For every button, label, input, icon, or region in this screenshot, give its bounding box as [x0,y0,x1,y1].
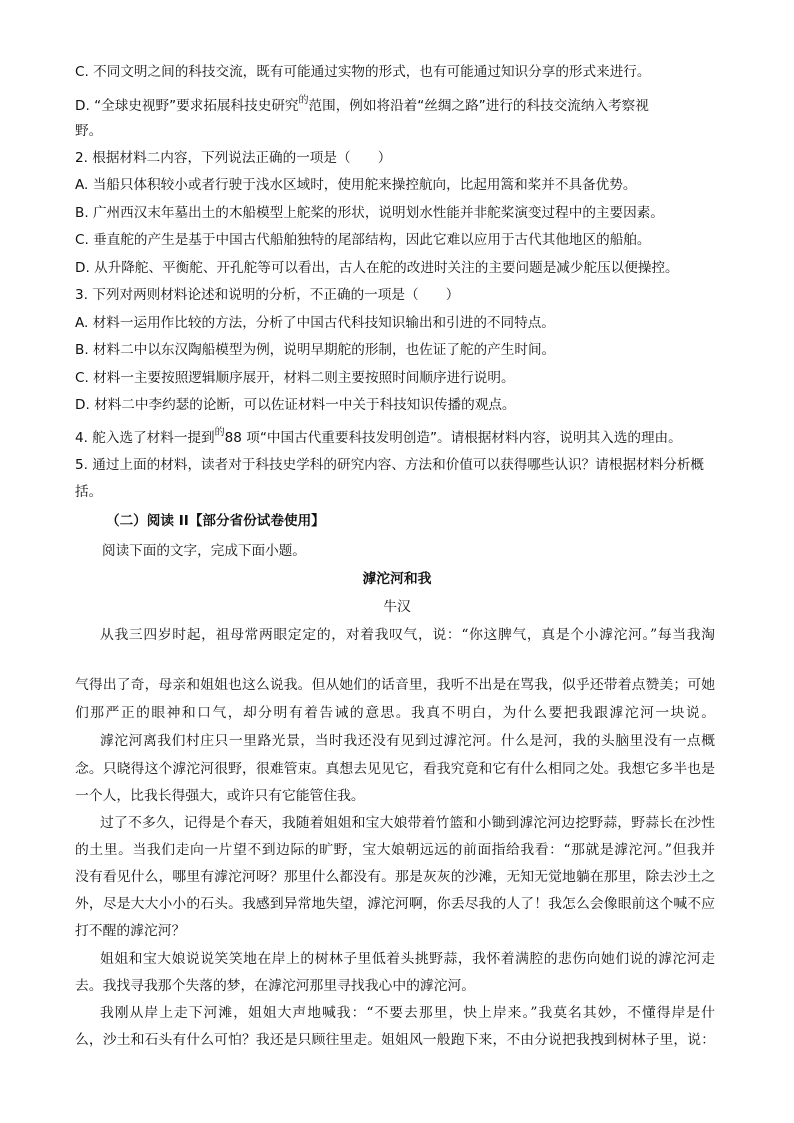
article-title: 滹沱河和我 [362,571,432,587]
article-line: 念。只晓得这个滹沱河很野，很难管束。真想去见见它，看我究竟和它有什么相同之处。我想它多半也是 [75,761,715,777]
question-3-option-b: B. 材料二中以东汉陶船模型为例，说明早期舵的形制，也佐证了舵的产生时间。 [75,342,556,358]
option-d-material1: D. “全球史视野”要求拓展科技史研究$^的$范围，例如将沿着“丝绸之路”进行的科技交流纳入考察视 [75,95,649,114]
article-line: 去。我找寻我那个失落的梦，在滹沱河那里寻找我心中的滹沱河。 [75,978,476,994]
article-line: 么，沙土和石头有什么可怕？我还是只顾往里走。姐姐风一般跑下来，不由分说把我拽到树林子里，说： [75,1032,715,1048]
section-heading: （二）阅读 II【部分省份试卷使用】 [106,513,325,529]
question-4: 4. 舵入选了材料一提到$^的$88 项“中国古代重要科技发明创造”。请根据材料内容，说明其入选的理由。 [75,427,682,446]
question-5-line-1: 5. 通过上面的材料，读者对于科技史学科的研究内容、方法和价值可以获得哪些认识？请根据材料分析概 [75,457,705,473]
article-line: 过了不多久，记得是个春天，我随着姐姐和宝大娘带着竹篮和小锄到滹沱河边挖野蒜，野蒜长在沙性 [100,815,715,831]
question-2-option-d: D. 从升降舵、平衡舵、开孔舵等可以看出，古人在舵的改进时关注的主要问题是减少舵压以便操控。 [75,260,679,276]
article-line: 从我三四岁时起，祖母常两眼定定的，对着我叹气，说：“你这脾气，真是个小滹沱河。”每当我淘 [100,627,715,643]
question-2-stem: 2. 根据材料二内容，下列说法正确的一项是（ ） [75,150,392,166]
article-line: 没有看见什么，哪里有滹沱河呀？那里什么都没有。那是灰灰的沙滩，无知无觉地躺在那里，除去沙土之 [75,869,715,885]
question-5-line-2: 括。 [75,484,103,500]
reading-instruction: 阅读下面的文字，完成下面小题。 [102,543,306,559]
question-2-option-b: B. 广州西汉末年墓出土的木船模型上舵桨的形状，说明划水性能并非舵桨演变过程中的主要因素。 [75,205,664,221]
question-3-option-c: C. 材料一主要按照逻辑顺序展开，材料二则主要按照时间顺序进行说明。 [75,370,515,386]
article-line: 们那严正的眼神和口气，却分明有着告诫的意思。我真不明白，为什么要把我跟滹沱河一块说。 [75,705,715,721]
article-line: 姐姐和宝大娘说说笑笑地在岸上的树林子里低着头挑野蒜，我怀着满腔的悲伤向她们说的滹沱河走 [100,951,715,967]
article-line: 外，尽是大大小小的石头。我感到异常地失望，滹沱河啊，你丢尽我的人了！我怎么会像眼前这个喊不应 [75,896,715,912]
article-line: 打不醒的滹沱河？ [75,923,186,939]
option-c-material1: C. 不同文明之间的科技交流，既有可能通过实物的形式，也有可能通过知识分享的形式来进行。 [75,64,651,80]
question-3-option-a: A. 材料一运用作比较的方法，分析了中国古代科技知识输出和引进的不同特点。 [75,315,555,331]
question-3-option-d: D. 材料二中李约瑟的论断，可以佐证材料一中关于科技知识传播的观点。 [75,397,516,413]
question-3-stem: 3. 下列对两则材料论述和说明的分析，不正确的一项是（ ） [75,287,460,303]
article-line: 的土里。当我们走向一片望不到边际的旷野，宝大娘朝远远的前面指给我看：“那就是滹沱河。”但我并 [75,842,715,858]
article-author: 牛汉 [383,599,411,615]
article-line: 气得出了奇，母亲和姐姐也这么说我。但从她们的话音里，我听不出是在骂我，似乎还带着点赞美；可她 [75,677,715,693]
question-2-option-a: A. 当船只体积较小或者行驶于浅水区域时，使用舵来操控航向，比起用篙和桨并不具备优势。 [75,177,637,193]
question-2-option-c: C. 垂直舵的产生是基于中国古代船舶独特的尾部结构，因此它难以应用于古代其他地区的船舶。 [75,232,651,248]
article-line: 一个人，比我长得强大，或许只有它能管住我。 [75,788,365,804]
article-line: 我刚从岸上走下河滩，姐姐大声地喊我：“不要去那里，快上岸来。”我莫名其妙，不懂得岸是什 [100,1005,715,1021]
article-line: 滹沱河离我们村庄只一里路光景，当时我还没有见到过滹沱河。什么是河，我的头脑里没有一点概 [100,733,715,749]
option-d-continuation: 野。 [75,123,103,139]
